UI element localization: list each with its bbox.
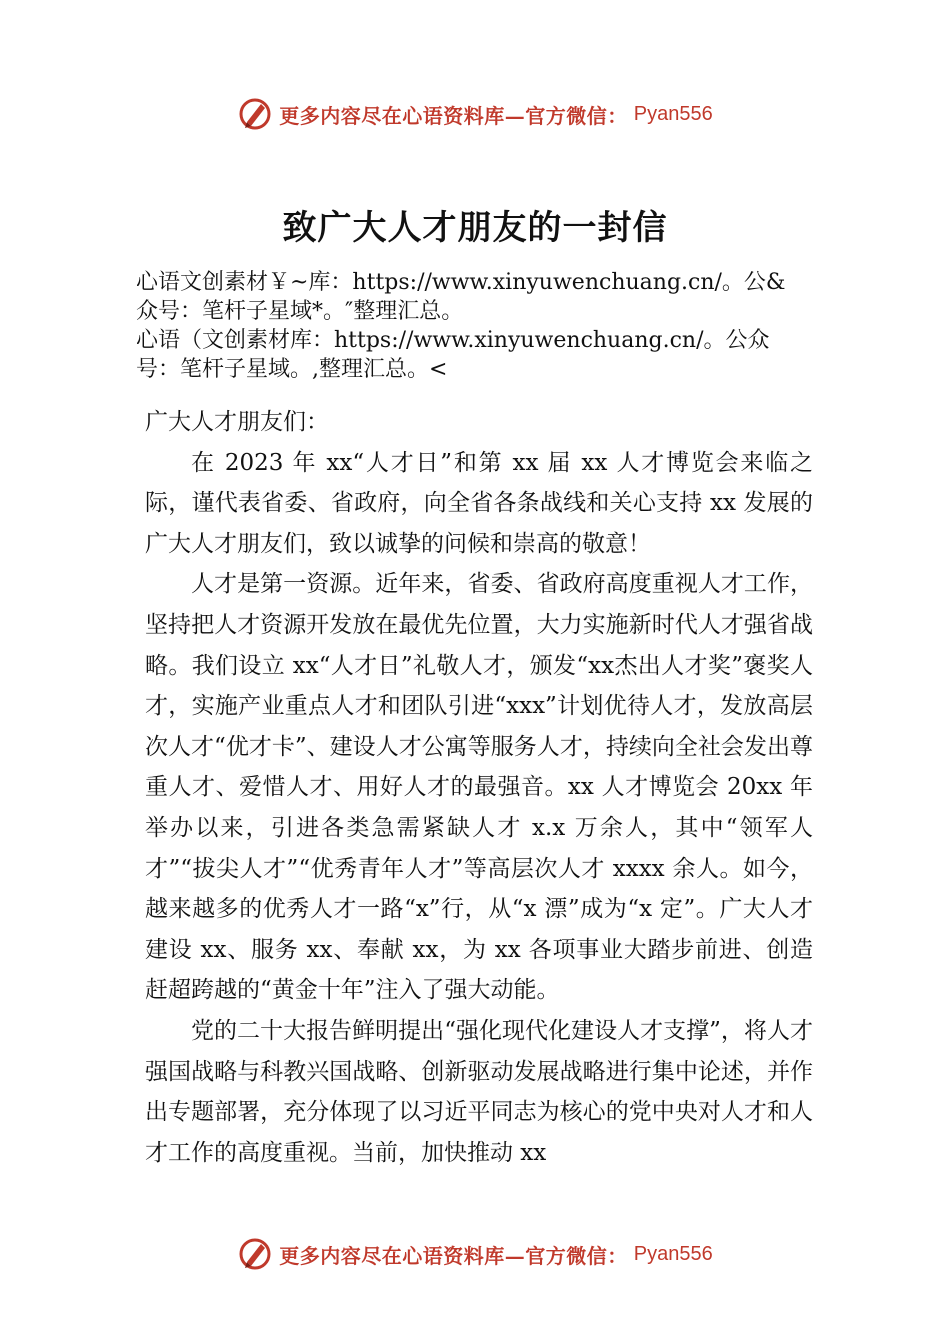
paragraph: 党的二十大报告鲜明提出“强化现代化建设人才支撑”，将人才强国战略与科教兴国战略、创新驱动发展战略进行集中论述，并作出专题部署，充分体现了以习近平同志为核心的党中央对人才和人才工作的高度重视。当前，加快推动 xx [145,1017,813,1166]
banner-wechat-id: Pyan556 [633,1242,713,1265]
source-line: 众号：笔杆子星域*。″整理汇总。 [136,299,464,324]
letter-body [145,402,813,1173]
source-notice [136,268,836,384]
footer-banner [0,1232,950,1276]
header-banner [0,92,950,136]
source-line: 号：笔杆子星域。,整理汇总。< [136,357,448,382]
source-line: 心语文创素材￥~库：https://www.xinyuwenchuang.cn/。公& [136,270,786,295]
paragraph: 人才是第一资源。近年来，省委、省政府高度重视人才工作，坚持把人才资源开发放在最优先位置，大力实施新时代人才强省战略。我们设立 xx“人才日”礼敬人才，颁发“xx杰出人才奖”褒奖人才，实施产业重点人才和团队引进“xxx”计划优待人才，发放高层次人才“优才卡”、建设人才公寓等服务人才，持续向全社会发出尊重人才、爱惜人才、用好人才的最强音。xx 人才博览会 20xx 年举办以来，引进各类急需紧缺人才 x.x 万余人，其中“领军人才”“拔尖人才”“优秀青年人才”等高层次人才 xxxx 余人。如今，越来越多的优秀人才一路“x”行，从“x 漂”成为“x 定”。广大人才建设 xx、服务 xx、奉献 xx，为 xx 各项事业大踏步前进、创造赶超跨越的“黄金十年”注入了强大动能。 [145,571,813,1004]
banner-text: 更多内容尽在心语资料库—官方微信： [279,1243,628,1268]
paragraph: 在 2023 年 xx“人才日”和第 xx 届 xx 人才博览会来临之际，谨代表省委、省政府，向全省各条战线和关心支持 xx 发展的广大人才朋友们，致以诚挚的问候和崇高的敬意！ [145,449,813,557]
banner-text: 更多内容尽在心语资料库—官方微信： [279,103,628,128]
document-title: 致广大人才朋友的一封信 [282,208,668,248]
banner-wechat-id: Pyan556 [633,102,713,125]
source-line: 心语（文创素材库：https://www.xinyuwenchuang.cn/。公众 [136,328,770,353]
salutation: 广大人才朋友们： [145,409,329,435]
pen-logo-icon [237,96,273,132]
pen-logo-icon [237,1236,273,1272]
